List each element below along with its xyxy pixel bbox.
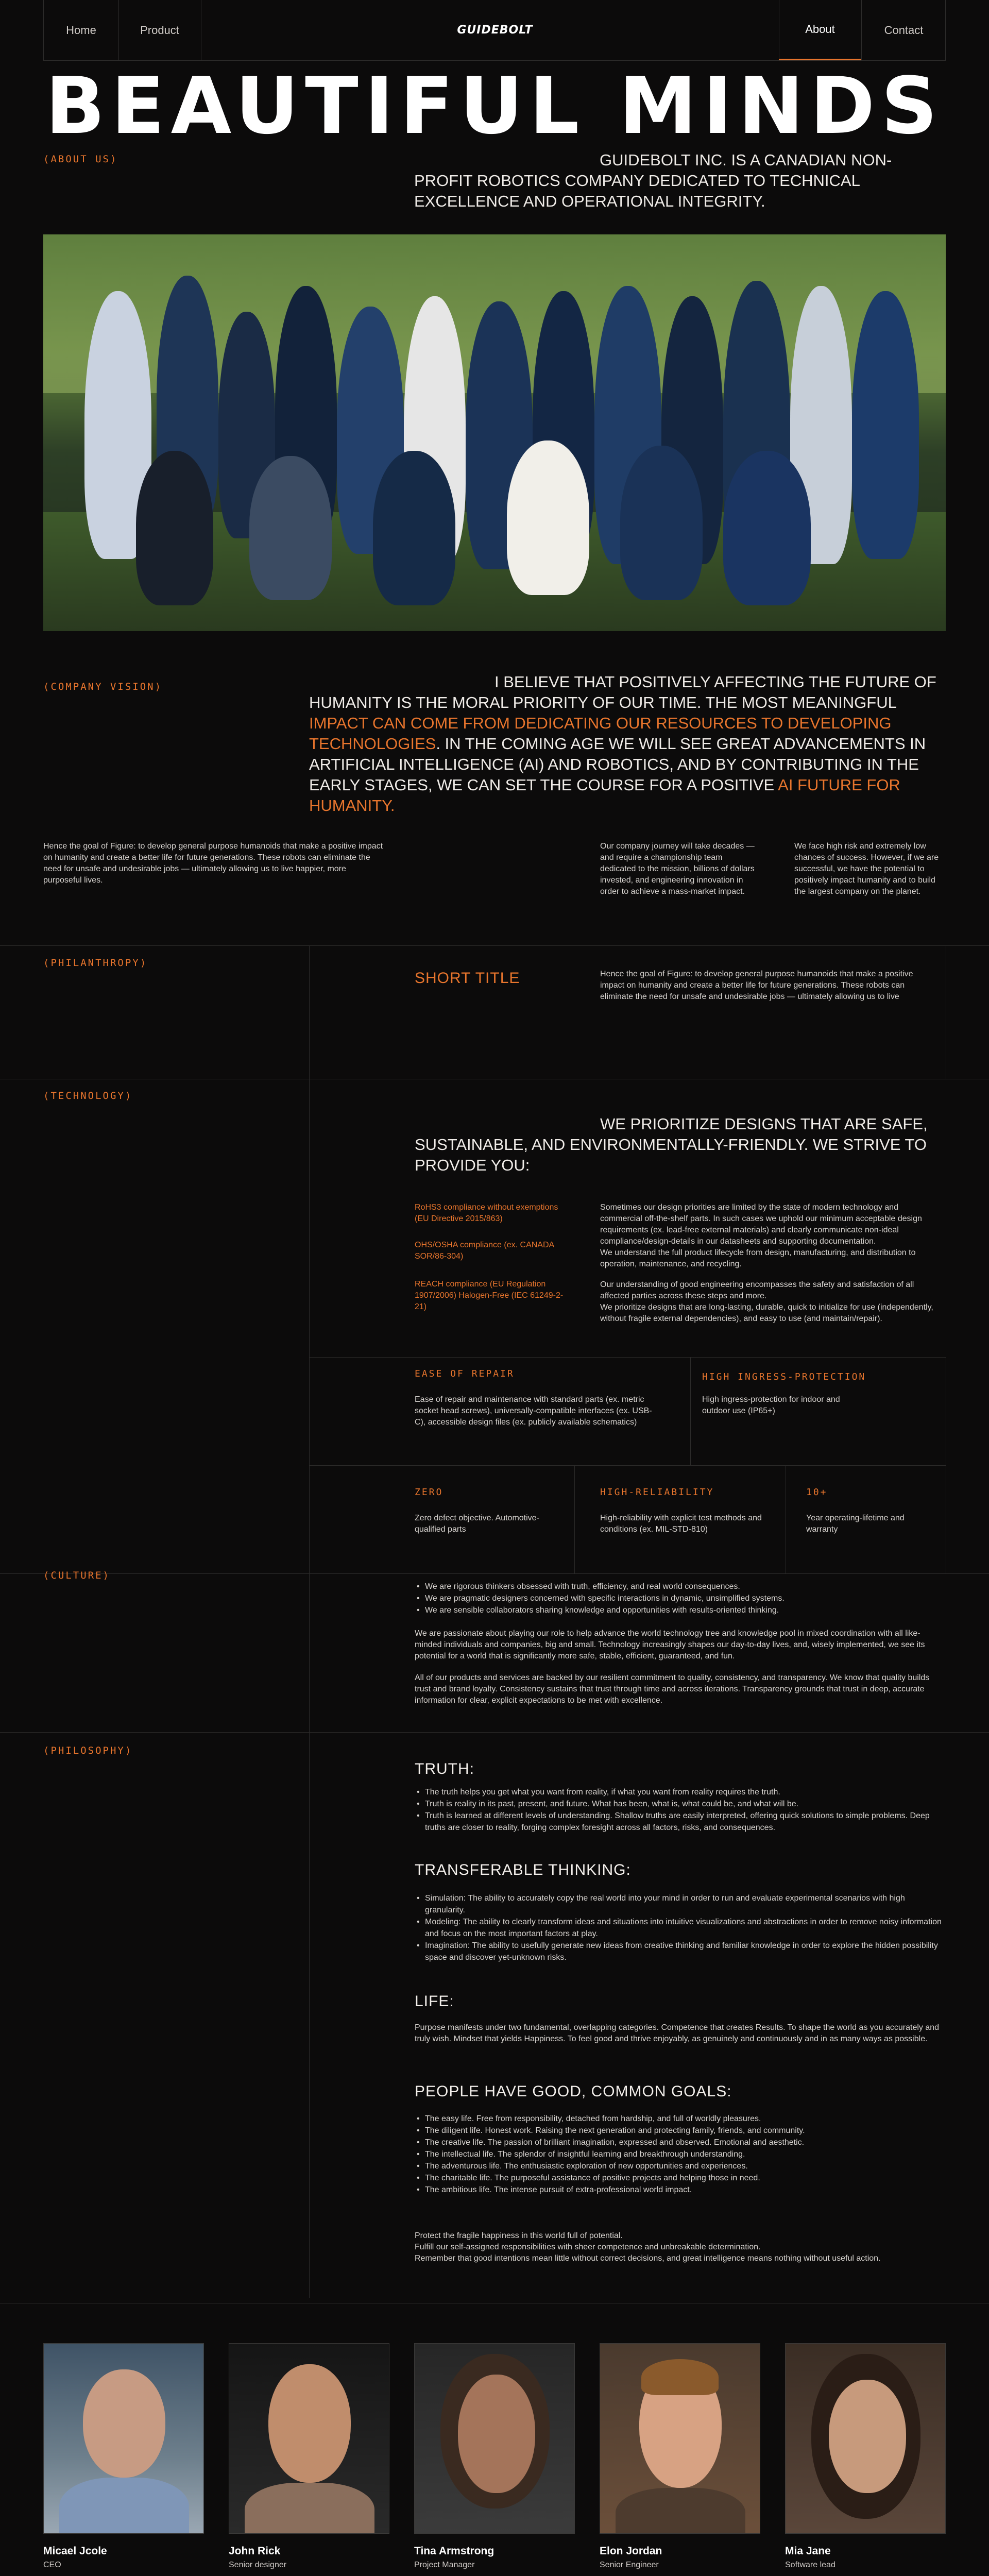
section-divider xyxy=(0,1732,989,1733)
common-goals-heading: PEOPLE HAVE GOOD, COMMON GOALS: xyxy=(415,2083,732,2100)
culture-label: (CULTURE) xyxy=(43,1570,110,1581)
team-member-card[interactable] xyxy=(414,2343,575,2570)
list-item: • Simulation: The ability to accurately copy the real world into your mind in order to run and evaluate experimental scenarios with high granularity. xyxy=(415,1892,945,1916)
transferable-thinking-heading: TRANSFERABLE THINKING: xyxy=(415,1861,631,1878)
section-divider xyxy=(0,1573,989,1574)
top-nav xyxy=(43,0,946,61)
compliance-reach: REACH compliance (EU Regulation 1907/2006) Halogen-Free (IEC 61249-2-21) xyxy=(415,1280,564,1311)
lifetime-title: 10+ xyxy=(806,1487,828,1498)
logo[interactable]: GUIDEBOLT xyxy=(457,24,533,37)
company-vision-label: (COMPANY VISION) xyxy=(43,681,163,692)
grid-line xyxy=(309,1465,946,1466)
zero-defect-title: ZERO xyxy=(415,1487,444,1498)
list-item: • Truth is learned at different levels of understanding. Shallow truths are easily interpreted, offering quick solutions to simple problems. Deep truths are closer to reality, forging complex foresight across all factors, risks, and consequences. xyxy=(415,1810,945,1834)
about-us-label: (ABOUT US) xyxy=(43,154,118,165)
hero-intro: GUIDEBOLT INC. IS A CANADIAN NON-PROFIT ROBOTICS COMPANY DEDICATED TO TECHNICAL EXCELLENCE AND OPERATIONAL INTEGRITY. xyxy=(414,151,892,210)
nav-home-link[interactable]: Home xyxy=(66,23,96,37)
list-item: • We are pragmatic designers concerned with specific interactions in dynamic, unsimplified systems. xyxy=(415,1592,945,1604)
life-text: Purpose manifests under two fundamental, overlapping categories. Competence that creates Results. To shape the world as you accurately and truly wish. Mindset that yields Happiness. To feel good and thrive enjoyably, as genuinely and continuously and in as many ways as possible. xyxy=(415,2023,940,2043)
team-member-name: John Rick xyxy=(229,2545,281,2557)
nav-about-link[interactable]: About xyxy=(779,0,861,60)
team-member-role: Project Manager xyxy=(414,2561,475,2569)
avatar xyxy=(600,2343,760,2534)
team-member-name: Micael Jcole xyxy=(43,2545,107,2557)
closing-line-3: Remember that good intentions mean little without correct decisions, and great intelligence means nothing without useful action. xyxy=(415,2254,881,2263)
team-member-card[interactable] xyxy=(229,2343,389,2570)
team-member-role: CEO xyxy=(43,2561,61,2569)
team-member-card[interactable] xyxy=(600,2343,760,2570)
list-item: • We are rigorous thinkers obsessed with truth, efficiency, and real world consequences. xyxy=(415,1581,945,1592)
team-member-role: Software lead xyxy=(785,2561,835,2569)
avatar xyxy=(414,2343,575,2534)
list-item: • The charitable life. The purposeful assistance of positive projects and helping those in need. xyxy=(415,2172,945,2184)
zero-defect-text: Zero defect objective. Automotive-qualified parts xyxy=(415,1514,539,1534)
list-item: • Imagination: The ability to usefully generate new ideas from creative thinking and familiar knowledge in order to explore the hidden possibility space and discover yet-unknown risks. xyxy=(415,1940,945,1963)
card-border xyxy=(309,945,946,946)
vision-statement xyxy=(309,672,946,816)
team-group-photo xyxy=(43,234,946,631)
life-heading: LIFE: xyxy=(415,1993,454,2010)
list-item: • The truth helps you get what you want from reality, if what you want from reality requires the truth. xyxy=(415,1786,945,1798)
philanthropy-label: (PHILANTHROPY) xyxy=(43,957,148,969)
list-item: • The adventurous life. The enthusiastic exploration of new opportunities and experiences. xyxy=(415,2160,945,2172)
culture-paragraph-2: All of our products and services are backed by our resilient commitment to quality, consistency, and transparency. We know that quality builds trust and brand loyalty. Consistency sustains that trust through time and across iterations. Transparency grounds that trust in deep, accurate information for clear, explicit expectations to be met with excellence. xyxy=(415,1673,930,1705)
avatar xyxy=(785,2343,946,2534)
lifetime-text: Year operating-lifetime and warranty xyxy=(806,1514,905,1534)
team-member-name: Mia Jane xyxy=(785,2545,831,2557)
list-item: • Modeling: The ability to clearly transform ideas and situations into intuitive visualizations and abstractions in order to remove noisy information and focus on the most important factors at play. xyxy=(415,1916,945,1940)
grid-line xyxy=(574,1465,575,1573)
tech-desc-4: We prioritize designs that are long-lasting, durable, quick to initialize for use (independently, without fragile external dependencies), and easy to use (and maintain/repair). xyxy=(600,1303,933,1323)
list-item: • The diligent life. Honest work. Raising the next generation and protecting family, friends, and community. xyxy=(415,2125,945,2137)
avatar xyxy=(43,2343,204,2534)
list-item: • The intellectual life. The splendor of insightful learning and breakthrough understanding. xyxy=(415,2148,945,2160)
list-item: • The easy life. Free from responsibility, detached from hardship, and full of worldly pleasures. xyxy=(415,2113,945,2125)
compliance-rohs: RoHS3 compliance without exemptions (EU Directive 2015/863) xyxy=(415,1203,558,1223)
philosophy-closing xyxy=(415,2230,945,2264)
tech-desc-3: Our understanding of good engineering encompasses the safety and satisfaction of all affected parties across these steps and more. xyxy=(600,1280,914,1300)
ingress-protection-title: HIGH INGRESS-PROTECTION xyxy=(702,1371,866,1382)
thinking-list xyxy=(415,1892,945,1963)
hero-title: BEAUTIFUL MINDS xyxy=(45,60,944,151)
tech-desc-1: Sometimes our design priorities are limited by the state of modern technology and commercial off-the-shelf parts. In such cases we uphold our minimum acceptable design requirements (ex. lead-free external materials) and clearly communicate non-ideal compliance/design-details in our datasheets and supporting documentation. xyxy=(600,1203,922,1246)
vision-column-2: Our company journey will take decades — and require a championship team dedicated to the mission, billions of dollars invested, and engineering innovation in order to achieve a mass-market impact. xyxy=(600,842,755,896)
team-member-role: Senior designer xyxy=(229,2561,287,2569)
philosophy-label: (PHILOSOPHY) xyxy=(43,1745,133,1756)
team-member-card[interactable] xyxy=(785,2343,946,2570)
high-reliability-text: High-reliability with explicit test methods and conditions (ex. MIL-STD-810) xyxy=(600,1514,762,1534)
nav-contact-link[interactable]: Contact xyxy=(884,23,924,37)
avatar xyxy=(229,2343,389,2534)
grid-line xyxy=(690,1357,691,1465)
philanthropy-text: Hence the goal of Figure: to develop general purpose humanoids that make a positive impact on humanity and create a better life for future generations. These robots can eliminate the need for unsafe and undesirable jobs — ultimately allowing us to live xyxy=(600,970,913,1001)
team-member-name: Elon Jordan xyxy=(600,2545,662,2557)
technology-description xyxy=(600,1202,940,1325)
team-member-name: Tina Armstrong xyxy=(414,2545,494,2557)
truth-heading: TRUTH: xyxy=(415,1760,474,1777)
culture-paragraph-1: We are passionate about playing our role to help advance the world technology tree and knowledge pool in mixed coordination with all like-minded individuals and companies, big and small. Technology increasingly shapes our day-to-day lives, and, wisely implemented, we see its potential for a world that is significantly more safe, stable, efficient, guaranteed, and fun. xyxy=(415,1629,925,1660)
vision-column-3: We face high risk and extremely low chances of success. However, if we are successful, we have the potential to positively impact humanity and to build the largest company on the planet. xyxy=(794,842,939,896)
goals-list xyxy=(415,2113,945,2196)
ease-of-repair-text: Ease of repair and maintenance with standard parts (ex. metric socket head screws), universally-compatible interfaces (ex. USB-C), accessible design files (ex. publicly available schematics) xyxy=(415,1395,652,1427)
culture-list xyxy=(415,1581,945,1616)
tech-desc-2: We understand the full product lifecycle from design, manufacturing, and distribution to operation, maintenance, and recycling. xyxy=(600,1248,916,1268)
vision-text-2: . IN THE COMING AGE WE WILL SEE GREAT ADVANCEMENTS IN ARTIFICIAL INTELLIGENCE (AI) AND ROBOTICS, AND BY CONTRIBUTING IN THE EARLY STAGES, WE CAN SET THE COURSE FOR A POSITIVE xyxy=(309,735,926,794)
technology-label: (TECHNOLOGY) xyxy=(43,1090,133,1101)
vision-text-1: I BELIEVE THAT POSITIVELY AFFECTING THE FUTURE OF HUMANITY IS THE MORAL PRIORITY OF OUR TIME. THE MOST MEANINGFUL xyxy=(309,673,936,711)
closing-line-2: Fulfill our self-assigned responsibilities with sheer competence and unbreakable determination. xyxy=(415,2243,761,2251)
truth-list xyxy=(415,1786,945,1834)
vision-highlight-2: AI FUTURE FOR HUMANITY. xyxy=(309,776,900,815)
list-item: • Truth is reality in its past, present, and future. What has been, what is, what could be, and what will be. xyxy=(415,1798,945,1810)
technology-heading: WE PRIORITIZE DESIGNS THAT ARE SAFE, SUSTAINABLE, AND ENVIRONMENTALLY-FRIENDLY. WE STRIVE TO PROVIDE YOU: xyxy=(415,1115,928,1174)
list-item: • The ambitious life. The intense pursuit of extra-professional world impact. xyxy=(415,2184,945,2196)
ingress-protection-text: High ingress-protection for indoor and outdoor use (IP65+) xyxy=(702,1395,840,1415)
philanthropy-short-title: SHORT TITLE xyxy=(415,970,520,987)
column-divider xyxy=(309,945,310,2298)
closing-line-1: Protect the fragile happiness in this world full of potential. xyxy=(415,2231,623,2240)
vision-highlight-1: IMPACT CAN COME FROM DEDICATING OUR RESOURCES TO DEVELOPING TECHNOLOGIES xyxy=(309,714,892,753)
list-item: • We are sensible collaborators sharing knowledge and opportunities with results-oriented thinking. xyxy=(415,1604,945,1616)
grid-line xyxy=(309,1357,946,1358)
vision-column-1: Hence the goal of Figure: to develop general purpose humanoids that make a positive impact on humanity and create a better life for future generations. These robots can eliminate the need for unsafe and undesirable jobs — ultimately allowing us to live happier, more purposeful lives. xyxy=(43,842,383,885)
team-member-role: Senior Engineer xyxy=(600,2561,659,2569)
list-item: • The creative life. The passion of brilliant imagination, expressed and observed. Emotional and aesthetic. xyxy=(415,2137,945,2148)
compliance-ohs: OHS/OSHA compliance (ex. CANADA SOR/86-304) xyxy=(415,1241,554,1261)
team-member-card[interactable] xyxy=(43,2343,204,2570)
nav-product-link[interactable]: Product xyxy=(140,23,179,37)
high-reliability-title: HIGH-RELIABILITY xyxy=(600,1487,714,1498)
ease-of-repair-title: EASE OF REPAIR xyxy=(415,1368,515,1379)
